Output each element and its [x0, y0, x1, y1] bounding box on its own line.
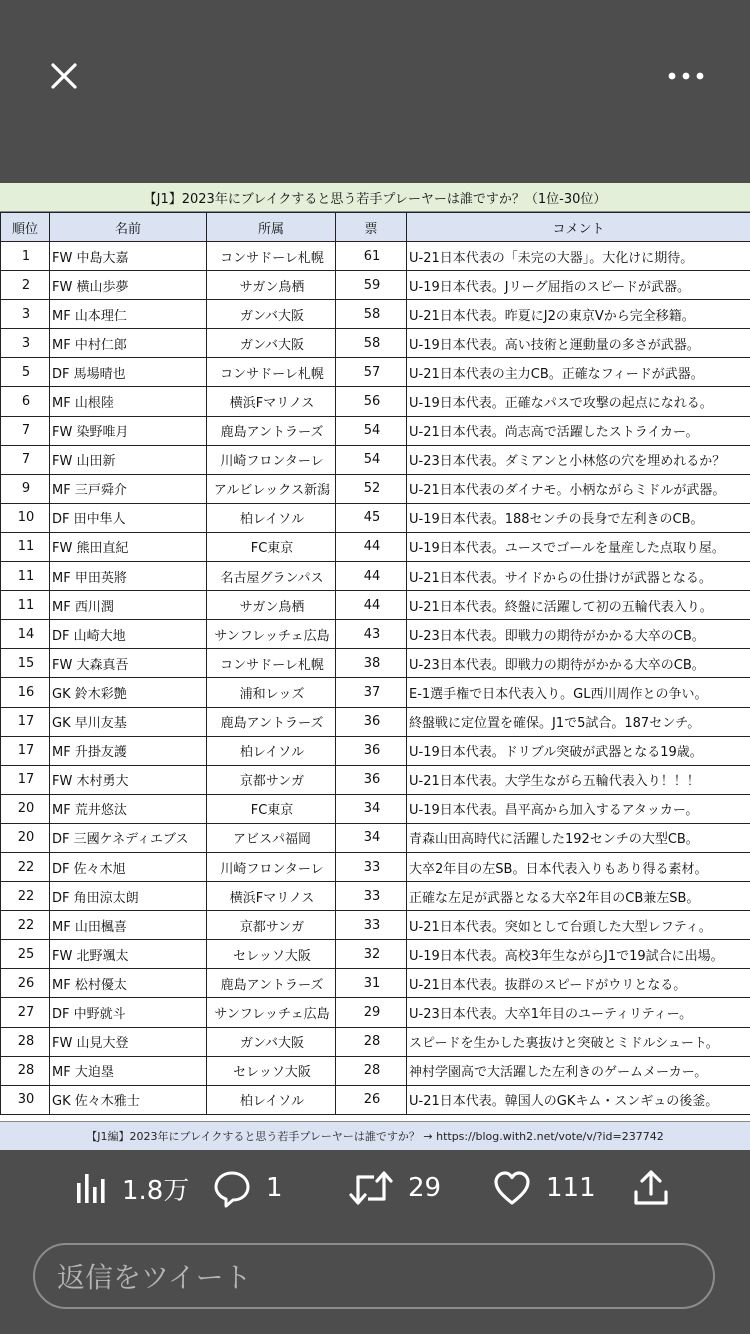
cell-comment: 神村学園高で大活躍した左利きのゲームメーカー。	[407, 1056, 750, 1085]
cell-rank: 9	[1, 474, 50, 503]
cell-votes: 31	[336, 969, 407, 998]
cell-name: MF 三戸舜介	[50, 474, 207, 503]
cell-comment: スピードを生かした裏抜けと突破とミドルシュート。	[407, 1027, 750, 1056]
table-row	[1, 969, 750, 998]
cell-name: MF 荒井悠汰	[50, 794, 207, 823]
cell-rank: 17	[1, 736, 50, 765]
cell-rank: 16	[1, 678, 50, 707]
cell-votes: 28	[336, 1056, 407, 1085]
cell-rank: 3	[1, 329, 50, 358]
cell-club: アビスパ福岡	[207, 823, 336, 852]
ranking-table	[0, 212, 750, 1115]
cell-rank: 11	[1, 562, 50, 591]
table-row	[1, 329, 750, 358]
cell-votes: 34	[336, 794, 407, 823]
cell-club: セレッソ大阪	[207, 940, 336, 969]
cell-name: FW 熊田直紀	[50, 532, 207, 561]
cell-club: ガンバ大阪	[207, 329, 336, 358]
cell-club: ガンバ大阪	[207, 1027, 336, 1056]
cell-rank: 3	[1, 300, 50, 329]
cell-club: セレッソ大阪	[207, 1056, 336, 1085]
cell-comment: E-1選手権で日本代表入り。GL西川周作との争い。	[407, 678, 750, 707]
cell-votes: 29	[336, 998, 407, 1027]
cell-votes: 58	[336, 300, 407, 329]
table-row	[1, 823, 750, 852]
cell-votes: 33	[336, 911, 407, 940]
table-row	[1, 794, 750, 823]
header-name: 名前	[50, 213, 207, 242]
table-row	[1, 416, 750, 445]
views-button[interactable]	[74, 1160, 189, 1216]
cell-name: MF 西川潤	[50, 591, 207, 620]
heart-icon	[492, 1169, 532, 1207]
retweet-count: 29	[408, 1173, 442, 1203]
cell-votes: 44	[336, 532, 407, 561]
cell-name: DF 角田涼太朗	[50, 882, 207, 911]
cell-comment: U-19日本代表。ユースでゴールを量産した点取り屋。	[407, 532, 750, 561]
table-row	[1, 503, 750, 532]
cell-votes: 26	[336, 1085, 407, 1114]
cell-comment: U-19日本代表。188センチの長身で左利きのCB。	[407, 503, 750, 532]
cell-votes: 43	[336, 620, 407, 649]
cell-name: MF 大迫塁	[50, 1056, 207, 1085]
cell-name: DF 三國ケネディエブス	[50, 823, 207, 852]
cell-name: GK 佐々木雅士	[50, 1085, 207, 1114]
cell-votes: 58	[336, 329, 407, 358]
reply-input[interactable]	[33, 1243, 715, 1309]
table-row	[1, 1056, 750, 1085]
cell-comment: U-21日本代表。尚志高で活躍したストライカー。	[407, 416, 750, 445]
cell-votes: 52	[336, 474, 407, 503]
cell-club: サガン鳥栖	[207, 591, 336, 620]
table-row	[1, 532, 750, 561]
table-row	[1, 940, 750, 969]
cell-rank: 5	[1, 358, 50, 387]
cell-comment: 終盤戦に定位置を確保。J1で5試合。187センチ。	[407, 707, 750, 736]
cell-club: 鹿島アントラーズ	[207, 969, 336, 998]
cell-comment: U-21日本代表。韓国人のGKキム・スンギュの後釜。	[407, 1085, 750, 1114]
cell-comment: U-19日本代表。Jリーグ屈指のスピードが武器。	[407, 271, 750, 300]
cell-club: 京都サンガ	[207, 911, 336, 940]
cell-comment: U-21日本代表のダイナモ。小柄ながらミドルが武器。	[407, 474, 750, 503]
cell-rank: 6	[1, 387, 50, 416]
cell-rank: 14	[1, 620, 50, 649]
cell-name: MF 山本理仁	[50, 300, 207, 329]
table-row	[1, 562, 750, 591]
header-rank: 順位	[1, 213, 50, 242]
cell-votes: 32	[336, 940, 407, 969]
cell-rank: 7	[1, 416, 50, 445]
table-row	[1, 998, 750, 1027]
cell-name: GK 早川友基	[50, 707, 207, 736]
cell-votes: 61	[336, 242, 407, 271]
cell-club: 柏レイソル	[207, 1085, 336, 1114]
cell-comment: U-19日本代表。正確なパスで攻撃の起点になれる。	[407, 387, 750, 416]
cell-comment: U-23日本代表。即戦力の期待がかかる大卒のCB。	[407, 649, 750, 678]
cell-comment: U-23日本代表。即戦力の期待がかかる大卒のCB。	[407, 620, 750, 649]
cell-club: 川崎フロンターレ	[207, 445, 336, 474]
cell-votes: 56	[336, 387, 407, 416]
cell-votes: 33	[336, 882, 407, 911]
cell-rank: 22	[1, 882, 50, 911]
cell-votes: 36	[336, 736, 407, 765]
cell-comment: U-21日本代表。突如として台頭した大型レフティ。	[407, 911, 750, 940]
cell-name: MF 中村仁郎	[50, 329, 207, 358]
cell-comment: U-21日本代表の「未完の大器」。大化けに期待。	[407, 242, 750, 271]
table-row	[1, 620, 750, 649]
cell-votes: 54	[336, 416, 407, 445]
cell-club: FC東京	[207, 532, 336, 561]
table-row	[1, 678, 750, 707]
table-row	[1, 271, 750, 300]
cell-name: MF 升掛友護	[50, 736, 207, 765]
cell-club: 浦和レッズ	[207, 678, 336, 707]
cell-rank: 30	[1, 1085, 50, 1114]
cell-votes: 33	[336, 852, 407, 881]
cell-name: FW 山見大登	[50, 1027, 207, 1056]
cell-rank: 7	[1, 445, 50, 474]
cell-votes: 37	[336, 678, 407, 707]
cell-club: 名古屋グランパス	[207, 562, 336, 591]
table-row	[1, 242, 750, 271]
cell-comment: U-19日本代表。昌平高から加入するアタッカー。	[407, 794, 750, 823]
cell-rank: 26	[1, 969, 50, 998]
cell-club: サンフレッチェ広島	[207, 620, 336, 649]
cell-votes: 45	[336, 503, 407, 532]
cell-rank: 2	[1, 271, 50, 300]
views-count: 1.8万	[122, 1175, 190, 1206]
like-button[interactable]	[492, 1160, 596, 1216]
share-button[interactable]	[632, 1160, 670, 1216]
cell-name: FW 中島大嘉	[50, 242, 207, 271]
cell-name: DF 田中隼人	[50, 503, 207, 532]
cell-name: FW 木村勇大	[50, 765, 207, 794]
cell-club: アルビレックス新潟	[207, 474, 336, 503]
cell-comment: 正確な左足が武器となる大卒2年目のCB兼左SB。	[407, 882, 750, 911]
table-row	[1, 1085, 750, 1114]
cell-club: サンフレッチェ広島	[207, 998, 336, 1027]
reply-placeholder: 返信をツイート	[57, 1261, 252, 1294]
cell-rank: 17	[1, 707, 50, 736]
cell-club: 川崎フロンターレ	[207, 852, 336, 881]
like-count: 111	[546, 1173, 596, 1203]
cell-votes: 44	[336, 562, 407, 591]
table-row	[1, 445, 750, 474]
cell-rank: 27	[1, 998, 50, 1027]
table-footer-link: 【J1編】2023年にブレイクすると思う若手プレーヤーは誰ですか？ → https://blog.with2.net/vote/v/?id=237742	[0, 1121, 750, 1150]
cell-rank: 11	[1, 532, 50, 561]
table-row	[1, 649, 750, 678]
cell-name: DF 山崎大地	[50, 620, 207, 649]
table-row	[1, 765, 750, 794]
cell-comment: U-19日本代表。高い技術と運動量の多さが武器。	[407, 329, 750, 358]
cell-votes: 28	[336, 1027, 407, 1056]
cell-name: MF 松村優太	[50, 969, 207, 998]
share-icon	[632, 1168, 670, 1208]
cell-votes: 44	[336, 591, 407, 620]
close-icon	[44, 56, 84, 96]
cell-name: DF 中野就斗	[50, 998, 207, 1027]
cell-comment: U-23日本代表。ダミアンと小林悠の穴を埋めれるか？	[407, 445, 750, 474]
cell-comment: U-23日本代表。大卒1年目のユーティリティー。	[407, 998, 750, 1027]
cell-club: 横浜Fマリノス	[207, 387, 336, 416]
cell-club: FC東京	[207, 794, 336, 823]
more-options-button[interactable]	[666, 66, 706, 86]
table-header-row	[1, 213, 750, 242]
cell-name: DF 佐々木旭	[50, 852, 207, 881]
cell-votes: 57	[336, 358, 407, 387]
cell-rank: 11	[1, 591, 50, 620]
cell-rank: 17	[1, 765, 50, 794]
cell-club: ガンバ大阪	[207, 300, 336, 329]
cell-name: DF 馬場晴也	[50, 358, 207, 387]
cell-comment: U-21日本代表の主力CB。正確なフィードが武器。	[407, 358, 750, 387]
cell-club: 柏レイソル	[207, 736, 336, 765]
cell-name: FW 北野颯太	[50, 940, 207, 969]
table-row	[1, 474, 750, 503]
cell-comment: U-21日本代表。大学生ながら五輪代表入り！！！	[407, 765, 750, 794]
header-comment: コメント	[407, 213, 750, 242]
table-row	[1, 387, 750, 416]
close-button[interactable]	[44, 56, 84, 96]
retweet-button[interactable]	[348, 1160, 441, 1216]
cell-comment: 大卒2年目の左SB。日本代表入りもあり得る素材。	[407, 852, 750, 881]
cell-votes: 34	[336, 823, 407, 852]
cell-votes: 36	[336, 765, 407, 794]
table-row	[1, 852, 750, 881]
views-icon	[74, 1171, 108, 1205]
cell-club: 鹿島アントラーズ	[207, 707, 336, 736]
cell-rank: 1	[1, 242, 50, 271]
cell-name: MF 山田楓喜	[50, 911, 207, 940]
table-row	[1, 358, 750, 387]
reply-icon	[212, 1168, 252, 1208]
cell-comment: U-21日本代表。サイドからの仕掛けが武器となる。	[407, 562, 750, 591]
cell-comment: 青森山田高時代に活躍した192センチの大型CB。	[407, 823, 750, 852]
header-votes: 票	[336, 213, 407, 242]
cell-comment: U-21日本代表。抜群のスピードがウリとなる。	[407, 969, 750, 998]
cell-club: 横浜Fマリノス	[207, 882, 336, 911]
table-title: 【J1】2023年にブレイクすると思う若手プレーヤーは誰ですか？（1位-30位）	[0, 183, 750, 212]
cell-name: FW 大森真吾	[50, 649, 207, 678]
cell-club: サガン鳥栖	[207, 271, 336, 300]
cell-comment: U-21日本代表。終盤に活躍して初の五輪代表入り。	[407, 591, 750, 620]
cell-rank: 28	[1, 1027, 50, 1056]
more-icon	[666, 66, 706, 86]
cell-votes: 59	[336, 271, 407, 300]
cell-name: GK 鈴木彩艶	[50, 678, 207, 707]
reply-button[interactable]	[212, 1160, 283, 1216]
table-row	[1, 300, 750, 329]
cell-comment: U-19日本代表。高校3年生ながらJ1で19試合に出場。	[407, 940, 750, 969]
cell-rank: 22	[1, 911, 50, 940]
cell-club: 鹿島アントラーズ	[207, 416, 336, 445]
top-bar	[0, 0, 750, 150]
header-club: 所属	[207, 213, 336, 242]
cell-votes: 38	[336, 649, 407, 678]
ranking-image[interactable]	[0, 183, 750, 1150]
cell-club: コンサドーレ札幌	[207, 242, 336, 271]
cell-votes: 54	[336, 445, 407, 474]
table-row	[1, 736, 750, 765]
cell-club: コンサドーレ札幌	[207, 649, 336, 678]
table-row	[1, 882, 750, 911]
cell-name: FW 染野唯月	[50, 416, 207, 445]
cell-rank: 15	[1, 649, 50, 678]
table-row	[1, 707, 750, 736]
cell-club: 京都サンガ	[207, 765, 336, 794]
tweet-actions	[0, 1160, 750, 1216]
cell-name: MF 山根陸	[50, 387, 207, 416]
cell-club: コンサドーレ札幌	[207, 358, 336, 387]
cell-rank: 25	[1, 940, 50, 969]
cell-rank: 22	[1, 852, 50, 881]
cell-comment: U-19日本代表。ドリブル突破が武器となる19歳。	[407, 736, 750, 765]
cell-rank: 20	[1, 794, 50, 823]
reply-count: 1	[266, 1173, 283, 1203]
table-row	[1, 1027, 750, 1056]
cell-rank: 28	[1, 1056, 50, 1085]
retweet-icon	[348, 1168, 394, 1208]
cell-rank: 10	[1, 503, 50, 532]
cell-rank: 20	[1, 823, 50, 852]
cell-votes: 36	[336, 707, 407, 736]
cell-club: 柏レイソル	[207, 503, 336, 532]
cell-name: FW 横山歩夢	[50, 271, 207, 300]
cell-name: MF 甲田英將	[50, 562, 207, 591]
table-row	[1, 911, 750, 940]
cell-name: FW 山田新	[50, 445, 207, 474]
table-row	[1, 591, 750, 620]
cell-comment: U-21日本代表。昨夏にJ2の東京Vから完全移籍。	[407, 300, 750, 329]
